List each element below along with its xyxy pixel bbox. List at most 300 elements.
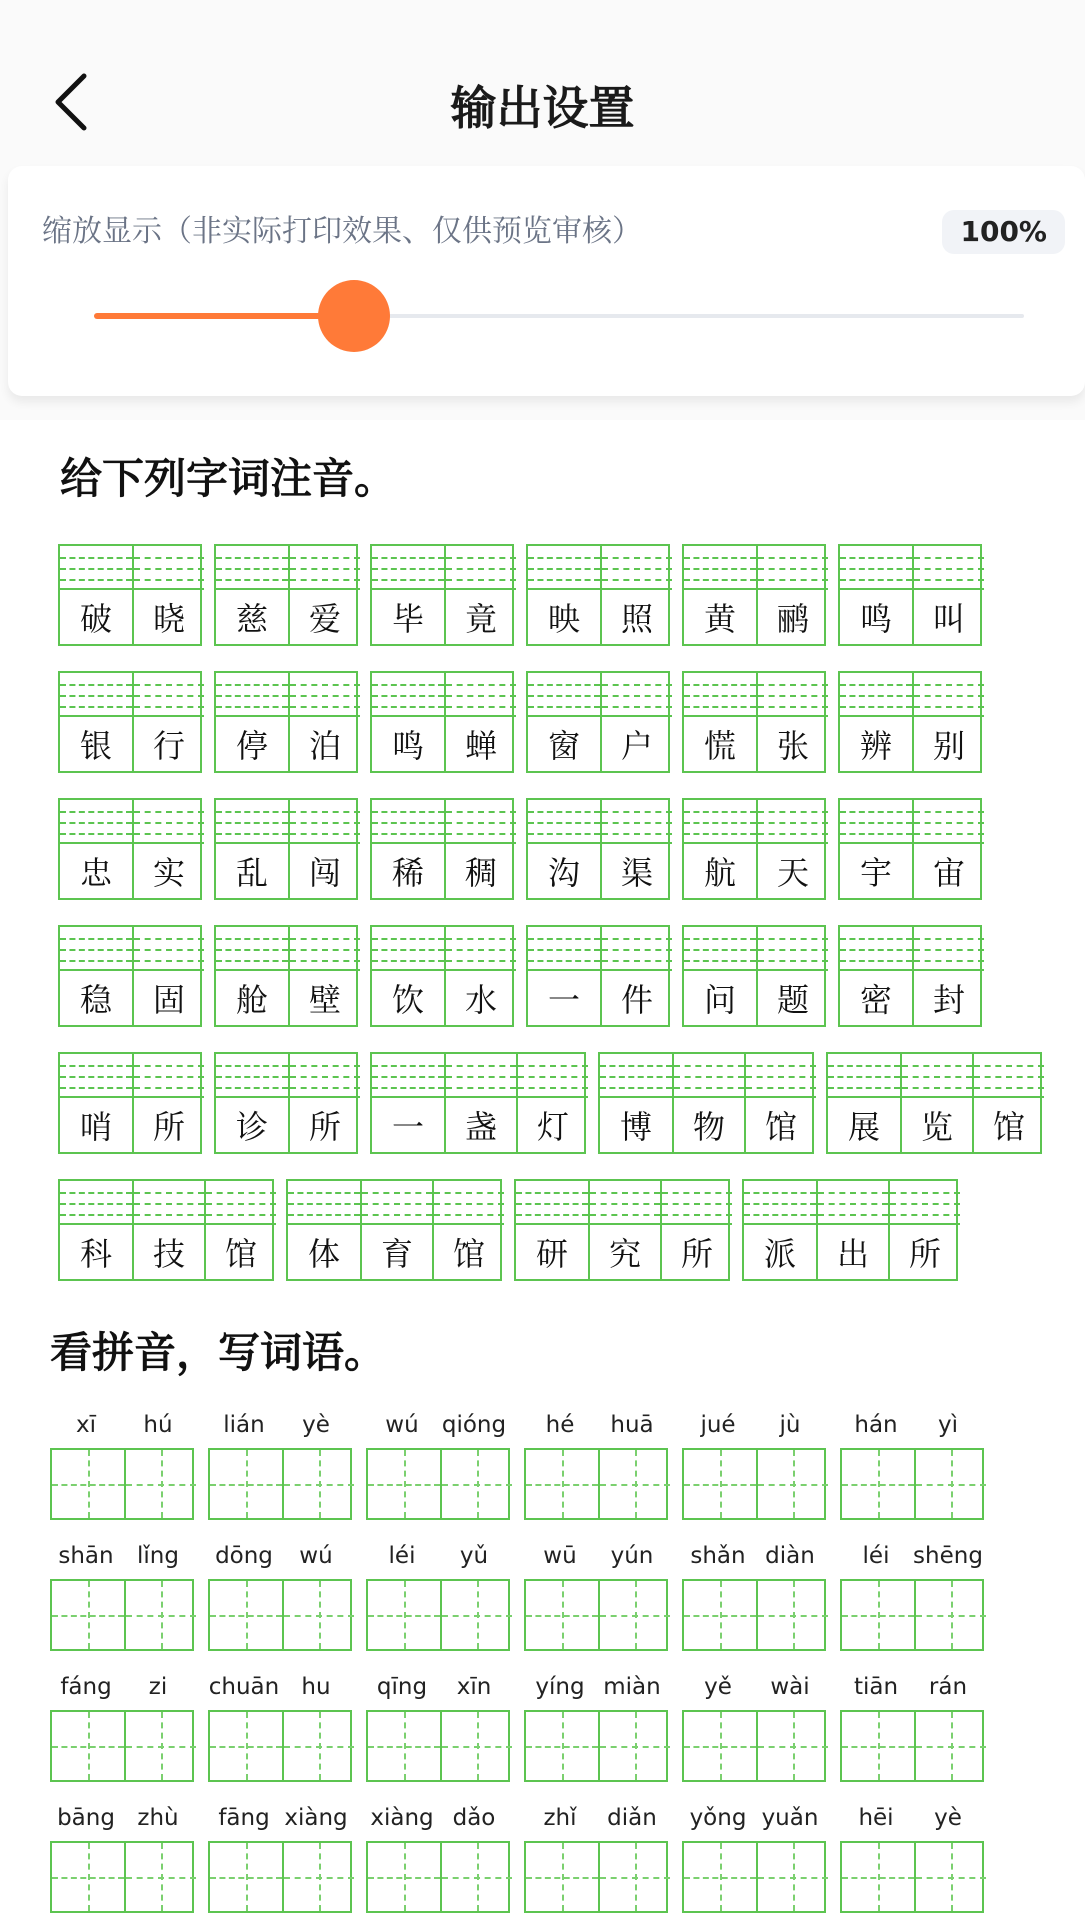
pinyin-label: xiàng (284, 1805, 348, 1831)
pinyin-label: qióng (441, 1412, 507, 1438)
pinyin-guide-line (600, 1076, 672, 1078)
hanzi-char: 科 (79, 1235, 112, 1273)
pinyin-word-group (840, 1805, 984, 1913)
pinyin-label: miàn (603, 1674, 661, 1700)
hanzi-char: 乱 (235, 854, 268, 892)
annotate-cell (888, 1181, 960, 1279)
annotate-cell (132, 673, 204, 771)
annotate-cell (744, 1054, 816, 1152)
slider-thumb[interactable] (318, 280, 390, 352)
annotate-cell (912, 673, 984, 771)
tianzige-grid (366, 1448, 510, 1520)
pinyin-guide-line (60, 557, 132, 559)
tianzige-cell (526, 1450, 598, 1518)
grid-guide-line (562, 1581, 564, 1649)
tianzige-cell (368, 1450, 440, 1518)
pinyin-guide-line (290, 684, 360, 686)
pinyin-writing-lines (134, 673, 204, 717)
grid-guide-line (246, 1450, 248, 1518)
pinyin-label: xīn (456, 1674, 492, 1700)
pinyin-label: yè (302, 1412, 330, 1438)
zoom-value-badge: 100% (942, 210, 1065, 254)
pinyin-guide-line (914, 579, 984, 581)
pinyin-guide-line (216, 938, 288, 940)
tianzige-cell (684, 1450, 756, 1518)
grid-guide-line (793, 1450, 795, 1518)
pinyin-guide-line (446, 1065, 516, 1067)
pinyin-writing-lines (372, 546, 444, 590)
annotate-word-box (526, 798, 670, 900)
pinyin-writing-lines (372, 673, 444, 717)
pinyin-guide-line (134, 833, 204, 835)
annotate-word-box (370, 925, 514, 1027)
hanzi-char: 物 (692, 1108, 725, 1146)
pinyin-guide-line (216, 568, 288, 570)
hanzi-char: 稀 (391, 854, 424, 892)
pinyin-guide-line (372, 949, 444, 951)
annotate-word-box (826, 1052, 1042, 1154)
grid-guide-line (319, 1712, 321, 1780)
tianzige-cell (914, 1843, 986, 1911)
pinyin-guide-line (684, 938, 756, 940)
pinyin-guide-line (528, 949, 600, 951)
annotate-cell (132, 546, 204, 644)
grid-guide-line (477, 1581, 479, 1649)
pinyin-writing-lines (134, 1181, 204, 1225)
annotate-word-box (370, 1052, 586, 1154)
grid-guide-line (720, 1843, 722, 1911)
tianzige-cell (52, 1450, 124, 1518)
hanzi-char: 件 (620, 981, 653, 1019)
grid-guide-line (562, 1843, 564, 1911)
pinyin-guide-line (216, 949, 288, 951)
pinyin-guide-line (662, 1192, 732, 1194)
pinyin-writing-lines (60, 1054, 132, 1098)
pinyin-guide-line (290, 557, 360, 559)
pinyin-guide-line (818, 1214, 888, 1216)
pinyin-label: yuǎn (761, 1805, 819, 1831)
annotate-word-box (838, 671, 982, 773)
pinyin-guide-line (840, 579, 912, 581)
tianzige-cell (124, 1712, 196, 1780)
hanzi-char: 水 (464, 981, 497, 1019)
hanzi-char: 馆 (452, 1235, 485, 1273)
grid-guide-line (635, 1712, 637, 1780)
grid-guide-line (720, 1581, 722, 1649)
grid-guide-line (878, 1712, 880, 1780)
hanzi-char: 所 (308, 1108, 341, 1146)
pinyin-guide-line (818, 1203, 888, 1205)
pinyin-guide-line (372, 695, 444, 697)
tianzige-cell (52, 1843, 124, 1911)
grid-guide-line (951, 1450, 953, 1518)
grid-guide-line (477, 1450, 479, 1518)
pinyin-writing-lines (528, 927, 600, 971)
pinyin-label: lián (223, 1412, 265, 1438)
tianzige-grid (208, 1579, 352, 1651)
hanzi-char: 所 (908, 1235, 941, 1273)
pinyin-guide-line (840, 811, 912, 813)
hanzi-char: 展 (847, 1108, 880, 1146)
pinyin-guide-line (684, 706, 756, 708)
pinyin-writing-lines (216, 673, 288, 717)
pinyin-guide-line (434, 1214, 504, 1216)
pinyin-guide-line (674, 1087, 744, 1089)
pinyin-writing-lines (288, 1181, 360, 1225)
pinyin-writing-lines (446, 673, 516, 717)
pinyin-writing-lines (446, 800, 516, 844)
pinyin-writing-lines (600, 1054, 672, 1098)
annotate-word-box (286, 1179, 502, 1281)
tianzige-grid (682, 1579, 826, 1651)
grid-guide-line (951, 1843, 953, 1911)
pinyin-word-group (524, 1412, 668, 1520)
hanzi-char: 沟 (547, 854, 580, 892)
pinyin-guide-line (840, 833, 912, 835)
tianzige-grid (682, 1710, 826, 1782)
annotate-cell (288, 1181, 360, 1279)
tianzige-grid (524, 1710, 668, 1782)
pinyin-guide-line (744, 1192, 816, 1194)
annotate-cell (528, 673, 600, 771)
tianzige-grid (840, 1841, 984, 1913)
pinyin-guide-line (890, 1214, 960, 1216)
annotate-word-box (58, 925, 202, 1027)
pinyin-word-group (840, 1412, 984, 1520)
hanzi-char: 晓 (152, 600, 185, 638)
pinyin-writing-lines (818, 1181, 888, 1225)
grid-guide-line (404, 1712, 406, 1780)
tianzige-cell (440, 1843, 512, 1911)
grid-guide-line (319, 1843, 321, 1911)
hanzi-char: 辨 (859, 727, 892, 765)
pinyin-label: hú (143, 1412, 173, 1438)
pinyin-guide-line (134, 1087, 204, 1089)
pinyin-writing-lines (902, 1054, 972, 1098)
pinyin-guide-line (60, 1214, 132, 1216)
pinyin-guide-line (758, 822, 828, 824)
pinyin-guide-line (758, 695, 828, 697)
annotate-cell (600, 800, 672, 898)
annotate-cell (60, 1054, 132, 1152)
hanzi-char: 蝉 (464, 727, 497, 765)
hanzi-char: 天 (776, 854, 809, 892)
pinyin-guide-line (890, 1192, 960, 1194)
tianzige-cell (368, 1843, 440, 1911)
pinyin-writing-lines (60, 1181, 132, 1225)
pinyin-guide-line (902, 1065, 972, 1067)
pinyin-guide-line (434, 1203, 504, 1205)
annotate-cell (816, 1181, 888, 1279)
tianzige-grid (50, 1710, 194, 1782)
annotate-cell (288, 546, 360, 644)
annotate-cell (288, 800, 360, 898)
grid-guide-line (720, 1450, 722, 1518)
annotate-cell (528, 927, 600, 1025)
pinyin-guide-line (744, 1203, 816, 1205)
pinyin-guide-line (528, 811, 600, 813)
pinyin-guide-line (216, 684, 288, 686)
pinyin-writing-lines (674, 1054, 744, 1098)
pinyin-guide-line (528, 822, 600, 824)
pinyin-guide-line (290, 1076, 360, 1078)
grid-guide-line (88, 1450, 90, 1518)
pinyin-guide-line (528, 579, 600, 581)
pinyin-guide-line (206, 1214, 276, 1216)
grid-guide-line (562, 1450, 564, 1518)
hanzi-char: 固 (152, 981, 185, 1019)
pinyin-guide-line (662, 1214, 732, 1216)
pinyin-guide-line (602, 706, 672, 708)
pinyin-writing-lines (758, 673, 828, 717)
pinyin-writing-lines (828, 1054, 900, 1098)
pinyin-label: yè (934, 1805, 962, 1831)
tianzige-grid (524, 1448, 668, 1520)
pinyin-guide-line (60, 822, 132, 824)
pinyin-guide-line (914, 706, 984, 708)
pinyin-writing-lines (744, 1181, 816, 1225)
annotate-word-box (526, 544, 670, 646)
pinyin-guide-line (372, 1076, 444, 1078)
pinyin-guide-line (818, 1192, 888, 1194)
tianzige-grid (524, 1841, 668, 1913)
annotate-cell (972, 1054, 1044, 1152)
pinyin-guide-line (528, 568, 600, 570)
pinyin-writing-lines (60, 800, 132, 844)
annotate-cell (216, 673, 288, 771)
pinyin-guide-line (840, 949, 912, 951)
annotate-cell (372, 1054, 444, 1152)
pinyin-guide-line (372, 557, 444, 559)
zoom-label: 缩放显示（非实际打印效果、仅供预览审核） (42, 214, 642, 249)
annotate-cell (216, 1054, 288, 1152)
hanzi-char: 壁 (308, 981, 341, 1019)
tianzige-cell (210, 1843, 282, 1911)
hanzi-char: 别 (932, 727, 965, 765)
pinyin-writing-lines (914, 673, 984, 717)
annotate-cell (204, 1181, 276, 1279)
annotate-cell (756, 546, 828, 644)
grid-guide-line (246, 1712, 248, 1780)
pinyin-guide-line (434, 1192, 504, 1194)
pinyin-guide-line (216, 695, 288, 697)
grid-guide-line (635, 1843, 637, 1911)
pinyin-label: fāng (218, 1805, 270, 1831)
pinyin-guide-line (60, 1203, 132, 1205)
annotate-cell (372, 800, 444, 898)
annotate-cell (912, 927, 984, 1025)
tianzige-cell (282, 1450, 354, 1518)
hanzi-char: 舱 (235, 981, 268, 1019)
pinyin-guide-line (134, 1076, 204, 1078)
pinyin-label: zhǐ (543, 1805, 577, 1831)
pinyin-label: shǎn (690, 1543, 746, 1569)
pinyin-label: tiān (853, 1674, 899, 1700)
pinyin-guide-line (134, 706, 204, 708)
pinyin-label: yì (937, 1412, 958, 1438)
pinyin-writing-lines (914, 927, 984, 971)
pinyin-writing-lines (602, 800, 672, 844)
pinyin-guide-line (974, 1076, 1044, 1078)
pinyin-guide-line (290, 949, 360, 951)
pinyin-guide-line (216, 1076, 288, 1078)
grid-guide-line (161, 1712, 163, 1780)
pinyin-label: léi (388, 1543, 416, 1569)
pinyin-label: wài (770, 1674, 810, 1700)
pinyin-guide-line (684, 695, 756, 697)
pinyin-guide-line (372, 833, 444, 835)
pinyin-guide-line (840, 822, 912, 824)
grid-guide-line (878, 1843, 880, 1911)
pinyin-guide-line (446, 822, 516, 824)
pinyin-guide-line (590, 1203, 660, 1205)
annotate-word-box (742, 1179, 958, 1281)
tianzige-grid (366, 1710, 510, 1782)
annotate-word-box (598, 1052, 814, 1154)
pinyin-guide-line (372, 568, 444, 570)
grid-guide-line (562, 1712, 564, 1780)
tianzige-cell (526, 1581, 598, 1649)
pinyin-writing-lines (446, 1054, 516, 1098)
pinyin-writing-lines (134, 927, 204, 971)
hanzi-char: 航 (703, 854, 736, 892)
pinyin-guide-line (372, 811, 444, 813)
pinyin-guide-line (528, 938, 600, 940)
annotate-cell (912, 800, 984, 898)
pinyin-guide-line (602, 684, 672, 686)
pinyin-guide-line (134, 1065, 204, 1067)
annotate-cell (684, 800, 756, 898)
annotate-word-box (526, 671, 670, 773)
annotate-word-box (214, 544, 358, 646)
pinyin-writing-lines (602, 546, 672, 590)
annotate-word-box (214, 1052, 358, 1154)
pinyin-guide-line (290, 938, 360, 940)
pinyin-guide-line (600, 1087, 672, 1089)
pinyin-word-group (50, 1805, 194, 1913)
annotate-word-box (682, 671, 826, 773)
pinyin-guide-line (758, 557, 828, 559)
grid-guide-line (951, 1581, 953, 1649)
hanzi-char: 体 (307, 1235, 340, 1273)
pinyin-guide-line (684, 833, 756, 835)
pinyin-guide-line (134, 949, 204, 951)
pinyin-guide-line (362, 1192, 432, 1194)
pinyin-guide-line (684, 579, 756, 581)
pinyin-label: yún (610, 1543, 654, 1569)
hanzi-char: 览 (920, 1108, 953, 1146)
tianzige-cell (684, 1712, 756, 1780)
pinyin-guide-line (746, 1087, 816, 1089)
grid-guide-line (88, 1843, 90, 1911)
annotate-cell (756, 927, 828, 1025)
pinyin-writing-lines (60, 546, 132, 590)
pinyin-word-group (366, 1674, 510, 1782)
annotate-cell (840, 927, 912, 1025)
pinyin-label: xī (75, 1412, 96, 1438)
grid-guide-line (951, 1712, 953, 1780)
hanzi-char: 慌 (703, 727, 736, 765)
pinyin-guide-line (758, 833, 828, 835)
pinyin-guide-line (60, 1065, 132, 1067)
pinyin-guide-line (528, 684, 600, 686)
annotate-cell (600, 546, 672, 644)
pinyin-label: xiàng (370, 1805, 434, 1831)
pinyin-guide-line (290, 833, 360, 835)
annotate-cell (60, 546, 132, 644)
pinyin-guide-line (516, 1192, 588, 1194)
pinyin-guide-line (60, 568, 132, 570)
pinyin-writing-lines (528, 546, 600, 590)
pinyin-writing-lines (602, 927, 672, 971)
hanzi-char: 派 (763, 1235, 796, 1273)
pinyin-writing-lines (684, 673, 756, 717)
tianzige-cell (440, 1450, 512, 1518)
pinyin-guide-line (216, 960, 288, 962)
pinyin-guide-line (206, 1203, 276, 1205)
pinyin-label: jù (779, 1412, 801, 1438)
pinyin-guide-line (134, 811, 204, 813)
pinyin-writing-lines (602, 673, 672, 717)
annotate-cell (360, 1181, 432, 1279)
pinyin-writing-lines (216, 927, 288, 971)
pinyin-writing-lines (684, 927, 756, 971)
pinyin-word-group (208, 1805, 352, 1913)
annotate-word-box (370, 671, 514, 773)
tianzige-cell (282, 1581, 354, 1649)
tianzige-cell (842, 1712, 914, 1780)
hanzi-char: 所 (680, 1235, 713, 1273)
pinyin-label: lǐng (137, 1543, 179, 1569)
pinyin-guide-line (840, 938, 912, 940)
tianzige-grid (208, 1841, 352, 1913)
pinyin-label: yǔ (459, 1543, 489, 1569)
pinyin-writing-lines (134, 800, 204, 844)
pinyin-guide-line (674, 1065, 744, 1067)
pinyin-label: qīng (376, 1674, 428, 1700)
pinyin-word-group (366, 1805, 510, 1913)
hanzi-char: 闯 (308, 854, 341, 892)
annotate-cell (756, 800, 828, 898)
annotate-cell (372, 927, 444, 1025)
pinyin-guide-line (758, 811, 828, 813)
tianzige-cell (914, 1450, 986, 1518)
pinyin-guide-line (590, 1192, 660, 1194)
pinyin-label: shān (58, 1543, 114, 1569)
zoom-slider[interactable] (94, 276, 1024, 356)
pinyin-guide-line (446, 557, 516, 559)
annotate-word-box (214, 925, 358, 1027)
pinyin-writing-lines (290, 800, 360, 844)
pinyin-guide-line (372, 1065, 444, 1067)
pinyin-guide-line (60, 960, 132, 962)
tianzige-grid (840, 1579, 984, 1651)
pinyin-writing-lines (746, 1054, 816, 1098)
annotate-cell (840, 546, 912, 644)
pinyin-guide-line (828, 1076, 900, 1078)
pinyin-writing-lines (528, 673, 600, 717)
pinyin-writing-lines (590, 1181, 660, 1225)
hanzi-char: 出 (836, 1235, 869, 1273)
pinyin-guide-line (290, 1065, 360, 1067)
pinyin-label: hán (854, 1412, 898, 1438)
pinyin-word-group (682, 1412, 826, 1520)
grid-guide-line (319, 1450, 321, 1518)
pinyin-guide-line (914, 557, 984, 559)
grid-guide-line (88, 1712, 90, 1780)
pinyin-guide-line (60, 833, 132, 835)
tianzige-grid (840, 1710, 984, 1782)
